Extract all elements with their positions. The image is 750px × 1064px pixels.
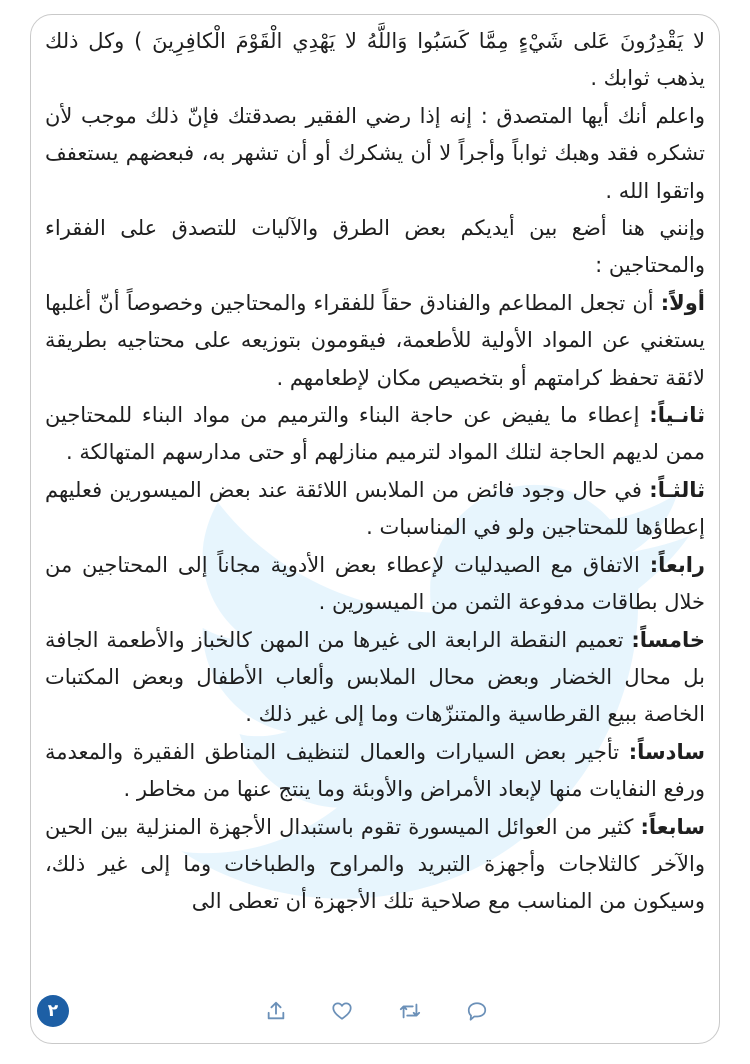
share-icon: [265, 1000, 287, 1022]
item-heading: أولاً:: [660, 290, 705, 315]
retweet-button[interactable]: [396, 997, 424, 1025]
item-text: تأجير بعض السيارات والعمال لتنظيف المناطق الفقيرة والمعدمة ورفع النفايات منها لإبعاد الأمراض والأوبئة وما ينتج عنها من مخاطر .: [45, 739, 705, 802]
item-text: في حال وجود فائض من الملابس اللائقة عند بعض الميسورين فعليهم إعطاؤها للمحتاجين ولو في المناسبات .: [45, 477, 705, 540]
paragraph-intro-end: [45, 23, 705, 98]
paragraph-notice: [45, 98, 705, 210]
paragraph-item-7: [45, 809, 705, 921]
item-heading: ثالثـاً:: [649, 477, 705, 502]
paragraph-item-5: [45, 622, 705, 734]
item-text: أن تجعل المطاعم والفنادق حقاً للفقراء والمحتاجين وخصوصاً أنّ أغلبها يستغني عن المواد الأولية للأطعمة، فيقومون بتوزيعه على محتاجيه بطريقة لائقة تحفظ كرامتهم أو بتخصيص مكان لإطعامهم .: [45, 290, 705, 390]
item-text: تعميم النقطة الرابعة الى غيرها من المهن كالخباز والأطعمة الجافة بل محال الخضار وبعض محال الملابس وألعاب الأطفال وبعض المكتبات الخاصة ببيع القرطاسية والمتنزّهات وما إلى غير ذلك .: [45, 627, 705, 727]
paragraph-text: واعلم أنك أيها المتصدق : إنه إذا رضي الفقير بصدقتك فإنّ ذلك موجب لأن تشكره فقد وهبك ثواباً وأجراً لا أن يشكرك أو أن تشهر به، فبعضهم يستعفف واتقوا الله .: [45, 103, 705, 203]
like-button[interactable]: [328, 997, 356, 1025]
share-button[interactable]: [262, 997, 290, 1025]
tweet-actions-bar: [31, 991, 719, 1031]
paragraph-methods-intro: [45, 210, 705, 285]
paragraph-text: وإنني هنا أضع بين أيديكم بعض الطرق والآليات للتصدق على الفقراء والمحتاجين :: [45, 216, 705, 278]
item-heading: سادساً:: [628, 739, 705, 764]
item-text: الاتفاق مع الصيدليات لإعطاء بعض الأدوية مجاناً إلى المحتاجين من خلال بطاقات مدفوعة الثمن من الميسورين .: [45, 552, 705, 615]
reply-button[interactable]: [463, 997, 491, 1025]
item-heading: رابعاً:: [649, 552, 705, 577]
paragraph-item-3: [45, 472, 705, 547]
page-number-badge: ٢: [37, 995, 69, 1027]
item-text: إعطاء ما يفيض عن حاجة البناء والترميم من مواد البناء للمحتاجين ممن لديهم الحاجة لتلك المواد لترميم منازلهم أو حتى مدارسهم المتهالكة .: [45, 403, 705, 465]
item-heading: سابعاً:: [640, 814, 705, 839]
item-heading: خامساً:: [631, 627, 705, 652]
paragraph-text: لا يَقْدِرُونَ عَلى شَيْءٍ مِمَّا كَسَبُوا وَاللَّهُ لا يَهْدِي الْقَوْمَ الْكافِرِينَ ) وكل ذلك يذهب ثوابك .: [45, 29, 705, 91]
heart-icon: [331, 1000, 353, 1022]
item-heading: ثانـياً:: [649, 403, 705, 428]
paragraph-item-2: [45, 397, 705, 472]
item-text: كثير من العوائل الميسورة تقوم باستبدال الأجهزة المنزلية بين الحين والآخر كالثلاجات وأجهزة التبريد والمراوح والطباخات وما إلى غير ذلك، وسيكون من المناسب مع صلاحية تلك الأجهزة أن تعطى الى: [45, 814, 705, 914]
paragraph-item-4: [45, 547, 705, 622]
reply-icon: [466, 1000, 488, 1022]
paragraph-item-6: [45, 734, 705, 809]
tweet-image-card: [30, 14, 720, 1044]
paragraph-item-1: [45, 285, 705, 397]
retweet-icon: [398, 1000, 422, 1022]
article-body: [45, 23, 705, 921]
